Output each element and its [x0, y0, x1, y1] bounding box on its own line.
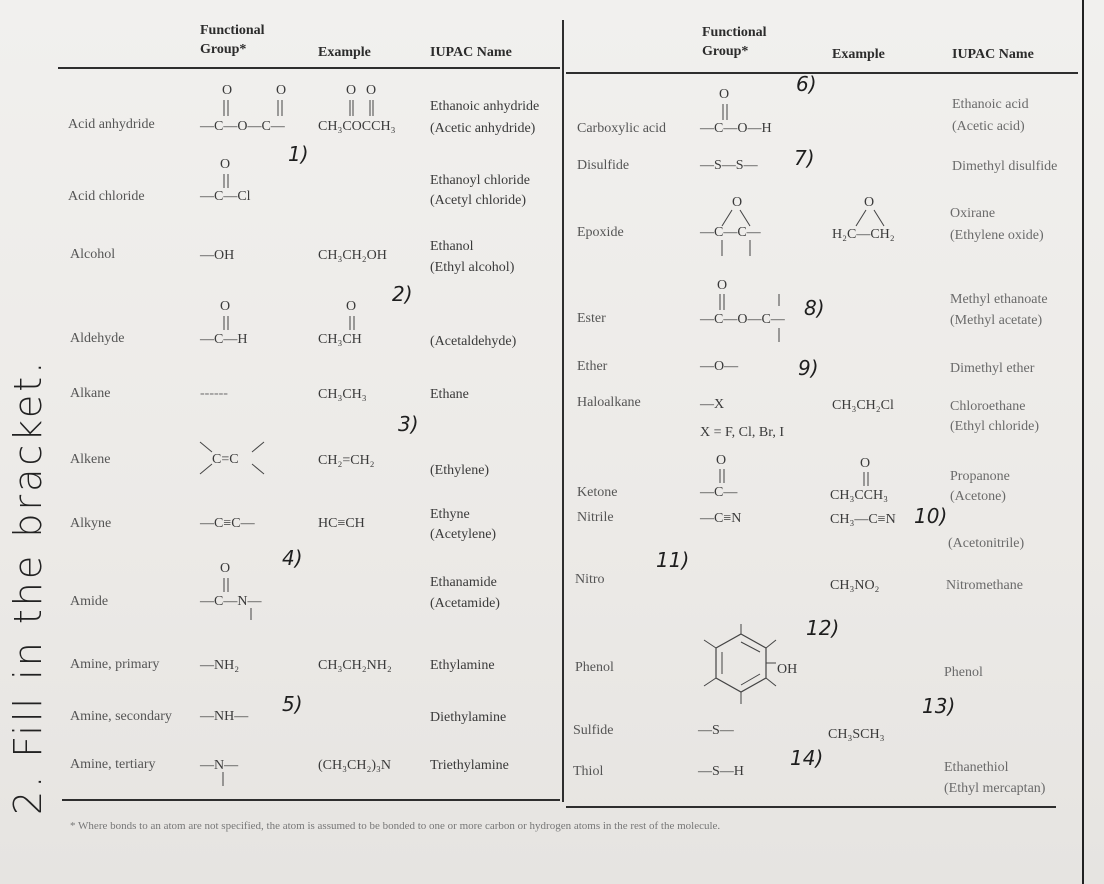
blank-13[interactable]: 13)	[922, 694, 956, 718]
aldehyde-group: —C—H	[200, 332, 248, 347]
nitro-example: CH₃NO₂	[830, 578, 880, 593]
aldehyde-ex-bond	[346, 316, 358, 330]
epoxide-name: Epoxide	[577, 225, 624, 240]
haloalkane-group: —X	[700, 397, 725, 412]
left-header-iupac: IUPAC Name	[430, 45, 512, 60]
ketone-iupac2: (Acetone)	[950, 489, 1006, 504]
epoxide-o: O	[732, 195, 743, 210]
sulfide-group: —S—	[698, 723, 734, 738]
nitrile-example: CH₃—C≡N	[830, 512, 896, 527]
paper-edge	[1082, 0, 1084, 884]
acid-anhydride-iupac2: (Acetic anhydride)	[430, 121, 536, 136]
left-header-functional-1: Functional	[200, 23, 265, 38]
acid-anhydride-group: —C—O—C—	[200, 119, 285, 134]
haloalkane-iupac1: Chloroethane	[950, 399, 1026, 414]
right-header-example: Example	[832, 47, 885, 62]
ketone-iupac1: Propanone	[950, 469, 1010, 484]
anhydride-ex-o2: O	[366, 83, 377, 98]
amine-tertiary-name: Amine, tertiary	[70, 757, 156, 772]
phenol-iupac1: Phenol	[944, 665, 983, 680]
nitro-name: Nitro	[575, 572, 605, 587]
ester-iupac1: Methyl ethanoate	[950, 292, 1048, 307]
left-header-functional-2: Group*	[200, 42, 247, 57]
acid-chloride-iupac1: Ethanoyl chloride	[430, 173, 530, 188]
nitrile-name: Nitrile	[577, 510, 614, 525]
amine-primary-name: Amine, primary	[70, 657, 160, 672]
carboxylic-acid-iupac2: (Acetic acid)	[952, 119, 1025, 134]
carboxylic-acid-group: —C—O—H	[700, 121, 772, 136]
anhydride-double-bonds	[220, 100, 286, 116]
acid-chloride-bond	[220, 174, 232, 188]
disulfide-group: —S—S—	[700, 158, 758, 173]
nitro-iupac1: Nitromethane	[946, 578, 1023, 593]
right-header-functional-2: Group*	[702, 44, 749, 59]
acid-chloride-o: O	[220, 157, 231, 172]
acid-anhydride-iupac1: Ethanoic anhydride	[430, 99, 540, 114]
blank-4[interactable]: 4)	[282, 546, 303, 570]
haloalkane-example: CH₃CH₂Cl	[832, 398, 894, 413]
carboxylic-acid-name: Carboxylic acid	[577, 121, 667, 136]
haloalkane-group-note: X = F, Cl, Br, I	[700, 425, 784, 440]
left-header-rule	[58, 67, 560, 69]
blank-6[interactable]: 6)	[796, 72, 817, 96]
ketone-bond	[716, 469, 728, 483]
ether-name: Ether	[577, 359, 608, 374]
alkyne-iupac2: (Acetylene)	[430, 527, 497, 542]
alkane-name: Alkane	[70, 386, 111, 401]
thiol-iupac1: Ethanethiol	[944, 760, 1009, 775]
amine-secondary-iupac1: Diethylamine	[430, 710, 507, 725]
alkane-iupac1: Ethane	[430, 387, 469, 402]
amide-name: Amide	[70, 594, 109, 609]
sulfide-example: CH₃SCH₃	[828, 727, 885, 742]
epoxide-iupac2: (Ethylene oxide)	[950, 228, 1044, 243]
amine-secondary-name: Amine, secondary	[70, 709, 172, 724]
epoxide-example: H₂C—CH₂	[832, 227, 895, 242]
blank-8[interactable]: 8)	[804, 296, 825, 320]
blank-12[interactable]: 12)	[806, 616, 840, 640]
alkane-group: ------	[200, 386, 228, 401]
blank-1[interactable]: 1)	[288, 142, 309, 166]
ketone-o: O	[716, 453, 727, 468]
right-header-iupac: IUPAC Name	[952, 47, 1034, 62]
amide-group: —C—N—	[200, 594, 262, 609]
acid-anhydride-name: Acid anhydride	[68, 117, 155, 132]
amide-iupac1: Ethanamide	[430, 575, 497, 590]
amine-primary-iupac1: Ethylamine	[430, 658, 495, 673]
right-header-functional-1: Functional	[702, 25, 767, 40]
amine-tertiary-iupac1: Triethylamine	[430, 758, 509, 773]
thiol-group: —S—H	[698, 764, 744, 779]
alkyne-group: —C≡C—	[200, 516, 255, 531]
alcohol-iupac2: (Ethyl alcohol)	[430, 260, 515, 275]
blank-10[interactable]: 10)	[914, 504, 948, 528]
aldehyde-ex-o: O	[346, 299, 357, 314]
amine-tertiary-group: —N—	[200, 758, 239, 773]
anhydride-o2: O	[276, 83, 287, 98]
thiol-name: Thiol	[573, 764, 604, 779]
amine-primary-group: —NH₂	[200, 658, 240, 673]
alkene-name: Alkene	[70, 452, 111, 467]
ester-o: O	[717, 278, 728, 293]
acid-chloride-iupac2: (Acetyl chloride)	[430, 193, 527, 208]
amine-tertiary-example: (CH₃CH₂)₃N	[318, 758, 391, 773]
ester-group: —C—O—C—	[700, 312, 785, 327]
ketone-example: CH₃CCH₃	[830, 488, 888, 503]
aldehyde-o: O	[220, 299, 231, 314]
amine-primary-example: CH₃CH₂NH₂	[318, 658, 392, 673]
blank-3[interactable]: 3)	[398, 412, 419, 436]
left-header-example: Example	[318, 45, 371, 60]
aldehyde-bond	[220, 316, 232, 330]
phenol-group-oh: OH	[777, 662, 798, 677]
alcohol-group: —OH	[200, 248, 235, 263]
epoxide-group: —C—C—	[700, 225, 761, 240]
right-bottom-rule	[566, 806, 1056, 808]
acid-anhydride-example: CH₃COCCH₃	[318, 119, 396, 134]
disulfide-iupac1: Dimethyl disulfide	[952, 159, 1058, 174]
alkane-example: CH₃CH₃	[318, 387, 367, 402]
sulfide-name: Sulfide	[573, 723, 614, 738]
ketone-name: Ketone	[577, 485, 618, 500]
alkene-example: CH₂=CH₂	[318, 453, 375, 468]
center-divider	[562, 20, 564, 802]
phenol-name: Phenol	[575, 660, 614, 675]
haloalkane-name: Haloalkane	[577, 395, 641, 410]
amine-tertiary-bond	[218, 772, 228, 786]
epoxide-ex-o: O	[864, 195, 875, 210]
right-header-rule	[566, 72, 1078, 74]
footnote: * Where bonds to an atom are not specified, the atom is assumed to be bonded to one or more carbon or hydrogen atoms in the rest of the molecule.	[70, 820, 721, 832]
epoxide-ex-bonds	[846, 206, 894, 226]
aldehyde-example: CH₃CH	[318, 332, 362, 347]
anhydride-o1: O	[222, 83, 233, 98]
aldehyde-name: Aldehyde	[70, 331, 125, 346]
side-note: 2. Fill in the bracket.	[6, 358, 50, 815]
blank-11[interactable]: 11)	[656, 548, 690, 572]
left-bottom-rule	[62, 799, 560, 801]
alkyne-name: Alkyne	[70, 516, 112, 531]
alcohol-example: CH₃CH₂OH	[318, 248, 387, 263]
alkyne-iupac1: Ethyne	[430, 507, 470, 522]
acid-chloride-name: Acid chloride	[68, 189, 145, 204]
haloalkane-iupac2: (Ethyl chloride)	[950, 419, 1040, 434]
ketone-group: —C—	[700, 485, 738, 500]
blank-7[interactable]: 7)	[794, 146, 815, 170]
amine-secondary-group: —NH—	[200, 709, 249, 724]
alcohol-iupac1: Ethanol	[430, 239, 474, 254]
nitrile-group: —C≡N	[700, 511, 742, 526]
anhydride-ex-o1: O	[346, 83, 357, 98]
nitrile-iupac2: (Acetonitrile)	[948, 536, 1025, 551]
amide-o: O	[220, 561, 231, 576]
blank-14[interactable]: 14)	[790, 746, 824, 770]
carboxylic-acid-iupac1: Ethanoic acid	[952, 97, 1029, 112]
disulfide-name: Disulfide	[577, 158, 630, 173]
alkyne-example: HC≡CH	[318, 516, 365, 531]
blank-9[interactable]: 9)	[798, 356, 819, 380]
ether-iupac1: Dimethyl ether	[950, 361, 1035, 376]
blank-2[interactable]: 2)	[392, 282, 413, 306]
aldehyde-iupac2: (Acetaldehyde)	[430, 334, 517, 349]
acid-chloride-group: —C—Cl	[200, 189, 251, 204]
alkene-iupac2: (Ethylene)	[430, 463, 490, 478]
alkene-group: C=C	[212, 452, 239, 467]
alcohol-name: Alcohol	[70, 247, 116, 262]
thiol-iupac2: (Ethyl mercaptan)	[944, 781, 1046, 796]
epoxide-iupac1: Oxirane	[950, 206, 996, 221]
ether-group: —O—	[700, 359, 739, 374]
ketone-ex-o: O	[860, 456, 871, 471]
ester-name: Ester	[577, 311, 606, 326]
blank-5[interactable]: 5)	[282, 692, 303, 716]
benzene-ring	[696, 622, 786, 710]
carboxylic-o: O	[719, 87, 730, 102]
carboxylic-bond	[719, 104, 731, 120]
amide-iupac2: (Acetamide)	[430, 596, 500, 611]
ester-iupac2: (Methyl acetate)	[950, 313, 1043, 328]
ketone-ex-bond	[860, 472, 872, 486]
anhydride-ex-bonds	[346, 100, 376, 116]
